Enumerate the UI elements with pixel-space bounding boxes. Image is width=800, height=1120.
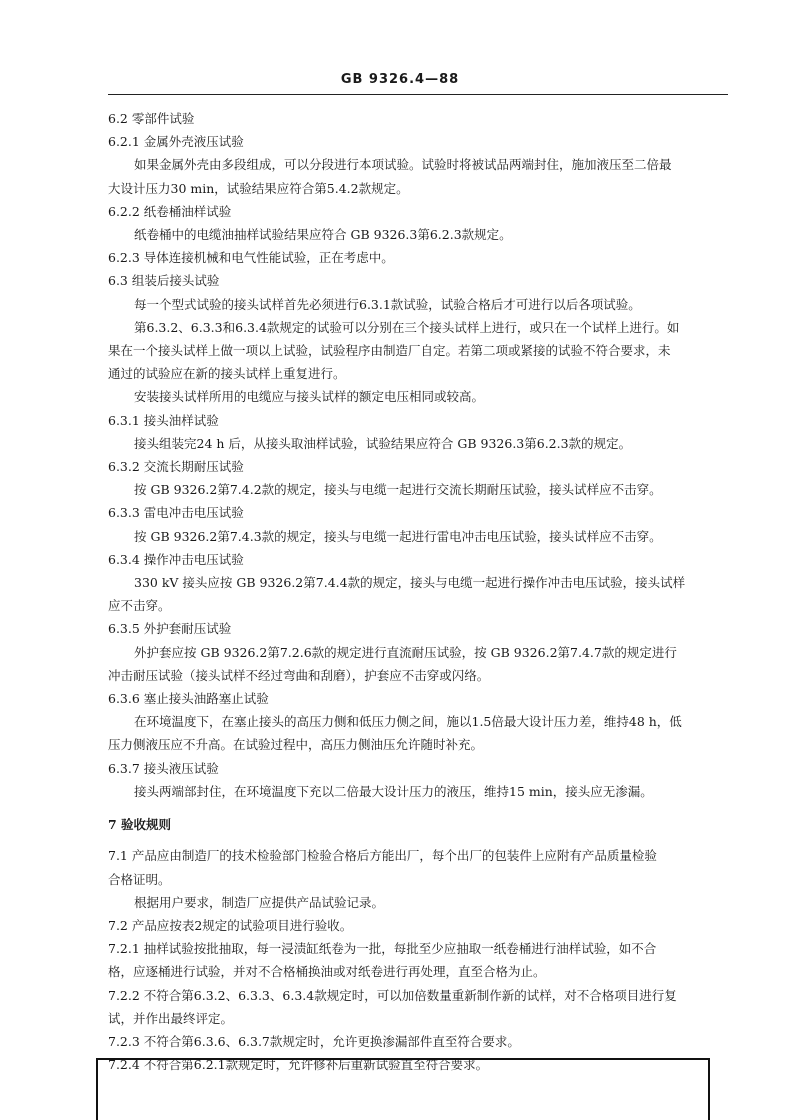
text-line: 6.2.3 导体连接机械和电气性能试验，正在考虑中。 — [108, 250, 394, 266]
text-line: 试，并作出最终评定。 — [108, 1010, 234, 1026]
text-line: 6.3 组装后接头试验 — [108, 273, 220, 289]
text-line: 外护套应按 GB 9326.2第7.2.6款的规定进行直流耐压试验，按 GB 9326.2第7.4.7款的规定进行 — [134, 644, 677, 660]
text-line: 7.2.1 抽样试验按批抽取，每一浸渍缸纸卷为一批，每批至少应抽取一纸卷桶进行油样试验，如不合 — [108, 941, 657, 957]
text-line: 6.3.2 交流长期耐压试验 — [108, 459, 244, 475]
text-line: 330 kV 接头应按 GB 9326.2第7.4.4款的规定，接头与电缆一起进行操作冲击电压试验，接头试样 — [134, 575, 686, 591]
text-line: 大设计压力30 min，试验结果应符合第5.4.2款规定。 — [108, 180, 409, 196]
text-line: 6.2 零部件试验 — [108, 111, 195, 126]
text-line: 6.3.7 接头液压试验 — [108, 760, 219, 776]
text-line: 合格证明。 — [108, 871, 171, 887]
text-line: 如果金属外壳由多段组成，可以分段进行本项试验。试验时将被试品两端封住，施加液压至二倍最 — [134, 157, 672, 173]
text-line: 压力侧液压应不升高。在试验过程中，高压力侧油压允许随时补充。 — [108, 737, 484, 753]
text-line: 按 GB 9326.2第7.4.2款的规定，接头与电缆一起进行交流长期耐压试验，接头试样应不击穿。 — [134, 482, 662, 498]
text-line: 6.3.3 雷电冲击电压试验 — [108, 505, 244, 521]
footer-frame — [96, 1058, 710, 1120]
section-heading: 7 验收规则 — [108, 817, 172, 833]
text-line: 格，应逐桶进行试验，并对不合格桶换油或对纸卷进行再处理，直至合格为止。 — [108, 964, 546, 980]
text-line: 纸卷桶中的电缆油抽样试验结果应符合 GB 9326.3第6.2.3款规定。 — [134, 227, 512, 243]
text-line: 通过的试验应在新的接头试样上重复进行。 — [108, 366, 346, 382]
text-line: 6.2.1 金属外壳液压试验 — [108, 134, 244, 150]
text-line: 按 GB 9326.2第7.4.3款的规定，接头与电缆一起进行雷电冲击电压试验，接头试样应不击穿。 — [134, 528, 662, 544]
text-line: 接头两端部封住，在环境温度下充以二倍最大设计压力的液压，维持15 min，接头应无渗漏。 — [134, 783, 653, 799]
header-rule — [108, 94, 728, 95]
text-line: 7.2.3 不符合第6.3.6、6.3.7款规定时，允许更换渗漏部件直至符合要求。 — [108, 1033, 520, 1049]
text-line: 6.2.2 纸卷桶油样试验 — [108, 203, 232, 219]
text-line: 6.3.6 塞止接头油路塞止试验 — [108, 691, 269, 707]
text-line: 第6.3.2、6.3.3和6.3.4款规定的试验可以分别在三个接头试样上进行，或只在一个试样上进行。如 — [134, 319, 680, 335]
text-line: 7.2.2 不符合第6.3.2、6.3.3、6.3.4款规定时，可以加倍数量重新制作新的试样，对不合格项目进行复 — [108, 987, 677, 1003]
text-line: 果在一个接头试样上做一项以上试验，试验程序由制造厂自定。若第二项或紧接的试验不符合要求，未 — [108, 343, 671, 359]
text-line: 6.3.5 外护套耐压试验 — [108, 621, 232, 637]
text-line: 7.1 产品应由制造厂的技术检验部门检验合格后方能出厂，每个出厂的包装件上应附有产品质量检验 — [108, 848, 657, 864]
text-line: 冲击耐压试验（接头试样不经过弯曲和刮磨），护套应不击穿或闪络。 — [108, 667, 490, 683]
text-line: 7.2.4 不符合第6.2.1款规定时，允许修补后重新试验直至符合要求。 — [108, 1057, 489, 1073]
document-body — [108, 107, 733, 1076]
text-line: 接头组装完24 h 后，从接头取油样试验，试验结果应符合 GB 9326.3第6.2.3款的规定。 — [134, 435, 632, 451]
text-line: 在环境温度下，在塞止接头的高压力侧和低压力侧之间，施以1.5倍最大设计压力差，维持48 h，低 — [134, 714, 682, 730]
text-line: 根据用户要求，制造厂应提供产品试验记录。 — [134, 894, 385, 910]
text-line: 6.3.1 接头油样试验 — [108, 412, 219, 428]
text-line: 6.3.4 操作冲击电压试验 — [108, 551, 244, 567]
text-line: 应不击穿。 — [108, 598, 171, 614]
text-line: 安装接头试样所用的电缆应与接头试样的额定电压相同或较高。 — [134, 389, 485, 405]
text-line: 7.2 产品应按表2规定的试验项目进行验收。 — [108, 917, 353, 933]
text-line: 每一个型式试验的接头试样首先必须进行6.3.1款试验，试验合格后才可进行以后各项试验。 — [134, 296, 641, 312]
page-header: GB 9326.4—88 — [340, 72, 460, 87]
